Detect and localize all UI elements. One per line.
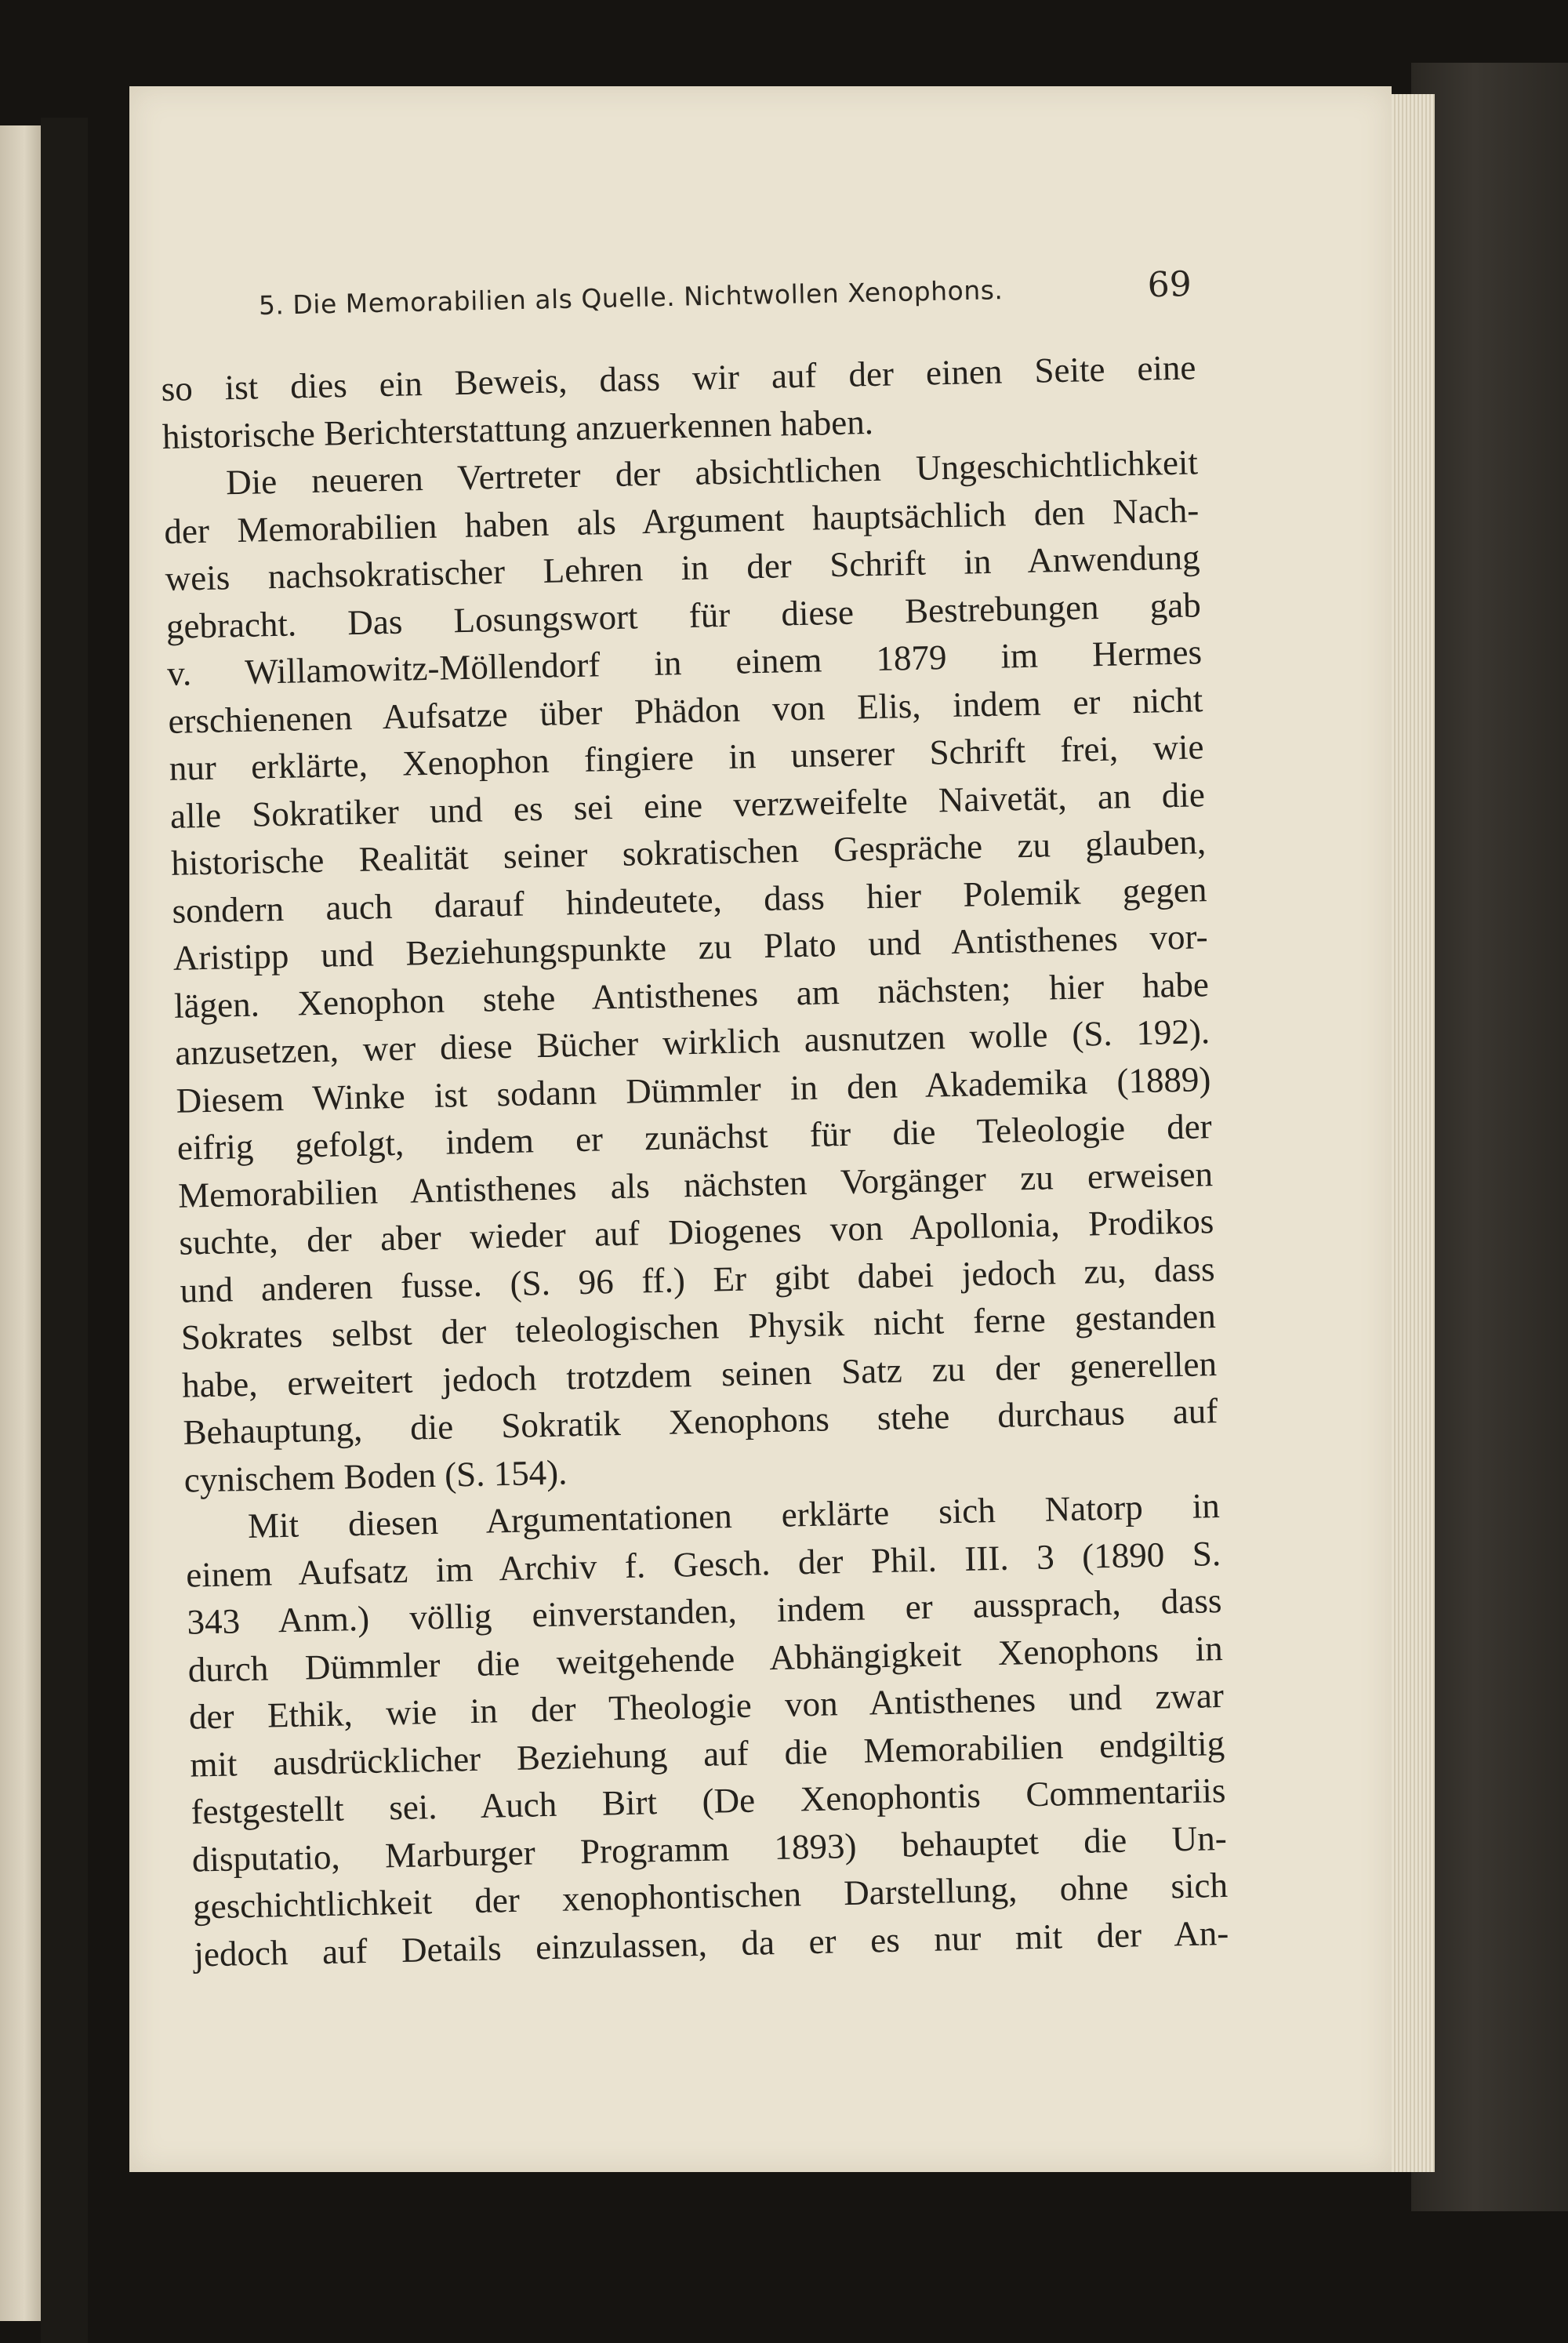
text-line: weis nachsokratischer Lehren in der Schrift in Anwendung — [165, 537, 1200, 598]
text-line: anzusetzen, wer diese Bücher wirklich ausnutzen wolle (S. 192). — [174, 1012, 1210, 1073]
text-line: jedoch auf Details einzulassen, da er es nur mit der An- — [193, 1913, 1229, 1974]
text-line: cynischem Boden (S. 154). — [183, 1451, 568, 1500]
left-page-edge — [0, 125, 41, 2321]
text-line: festgestellt sei. Auch Birt (De Xenophontis Commentariis — [191, 1770, 1226, 1832]
text-line: alle Sokratiker und es sei eine verzweifelte Naivetät, an die — [169, 774, 1206, 836]
text-line: eifrig gefolgt, indem er zunächst für die Teleologie der — [176, 1106, 1213, 1168]
text-line: sondern auch darauf hindeutete, dass hier Polemik gegen — [172, 869, 1207, 931]
text-line: Die neueren Vertreter der absichtlichen Ungeschichtlichkeit — [225, 442, 1199, 503]
body-text — [161, 343, 1229, 1978]
text-line: historische Realität seiner sokratischen Gespräche zu glauben, — [170, 822, 1207, 883]
text-line: einem Aufsatz im Archiv f. Gesch. der Phil. III. 3 (1890 S. — [185, 1533, 1221, 1595]
text-line: erschienenen Aufsatze über Phädon von Elis, indem er nicht — [167, 679, 1203, 741]
text-line: Behauptung, die Sokratik Xenophons stehe durchaus auf — [182, 1391, 1218, 1452]
text-line: der Ethik, wie in der Theologie von Antisthenes und zwar — [188, 1675, 1225, 1737]
text-line: Aristipp und Beziehungspunkte zu Plato und Antisthenes vor- — [172, 917, 1209, 978]
text-line: so ist dies ein Beweis, dass wir auf der einen Seite eine — [161, 347, 1196, 409]
text-line: lägen. Xenophon stehe Antisthenes am nächsten; hier habe — [173, 964, 1210, 1026]
running-header-title: 5. Die Memorabilien als Quelle. Nichtwollen Xenophons. — [258, 274, 1004, 321]
book-cover-edge — [1411, 63, 1568, 2211]
text-line: Mit diesen Argumentationen erklärte sich Natorp in — [247, 1486, 1221, 1546]
text-line: Memorabilien Antisthenes als nächsten Vorgänger zu erweisen — [177, 1153, 1214, 1215]
text-line: der Memorabilien haben als Argument hauptsächlich den Nach- — [163, 489, 1200, 551]
book-gutter — [41, 118, 88, 2343]
text-line: und anderen fusse. (S. 96 ff.) Er gibt dabei jedoch zu, dass — [180, 1248, 1215, 1310]
page-edge-stack — [1388, 94, 1435, 2172]
text-line: Sokrates selbst der teleologischen Physik nicht ferne gestanden — [180, 1296, 1217, 1357]
text-line: durch Dümmler die weitgehende Abhängigkeit Xenophons in — [187, 1628, 1224, 1690]
text-line: v. Willamowitz-Möllendorf in einem 1879 im Hermes — [166, 632, 1203, 693]
text-line: 343 Anm.) völlig einverstanden, indem er aussprach, dass — [187, 1581, 1222, 1642]
text-line: Diesem Winke ist sodann Dümmler in den Akademika (1889) — [176, 1059, 1211, 1121]
page-number: 69 — [1147, 264, 1192, 306]
text-line: mit ausdrücklicher Beziehung auf die Memorabilien endgiltig — [189, 1723, 1225, 1785]
text-line: gebracht. Das Losungswort für diese Bestrebungen gab — [165, 584, 1202, 646]
text-line: disputatio, Marburger Programm 1893) behauptet die Un- — [191, 1818, 1228, 1880]
text-line: suchte, der aber wieder auf Diogenes von Apollonia, Prodikos — [178, 1201, 1214, 1262]
text-line: habe, erweitert jedoch trotzdem seinen Satz zu der generellen — [181, 1343, 1218, 1405]
text-line: historische Berichterstattung anzuerkennen haben. — [162, 401, 874, 456]
text-line: geschichtlichkeit der xenophontischen Darstellung, ohne sich — [192, 1865, 1229, 1927]
text-line: nur erklärte, Xenophon fingiere in unserer Schrift frei, wie — [169, 727, 1204, 788]
